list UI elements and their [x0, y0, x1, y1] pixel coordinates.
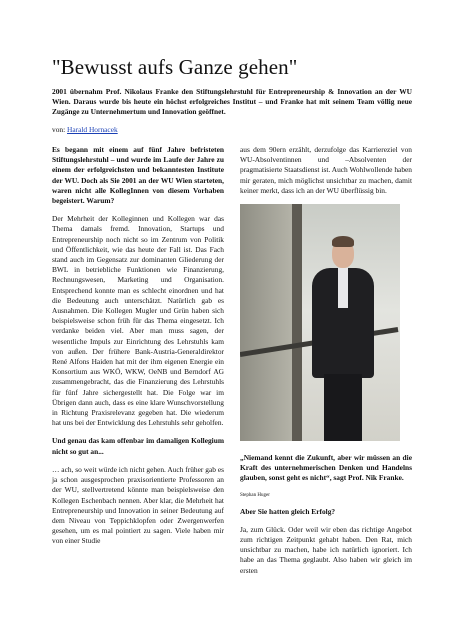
photo-credit: Stephan Huger	[240, 492, 270, 498]
photo-caption: „Niemand kennt die Zukunft, aber wir müssen an die Kraft des unternehmerischen Denken und Handelns glauben, sonst geht es nicht“, sagt Prof. Nik Franke.	[240, 453, 412, 483]
question-paragraph: Es begann mit einem auf fünf Jahre befristeten Stiftungslehrstuhl – und wurde im Laufe der Jahre zu einem der erfolgreichsten und bekanntesten Institute der WU. Doch als Sie 2001 an der WU Wien starteten, waren nicht alle KollegInnen von diesem Vorhaben begeistert. Warum?	[52, 145, 224, 206]
answer-paragraph: Der Mehrheit der Kolleginnen und Kollegen war das Thema damals fremd. Innovation, Startups und Entrepreneurship noch nicht so im Zentrum von Politik und Öffentlichkeit, wie das heute der Fall ist. Das Fach stand auch im Gegensatz zur dominanten Gliederung der BWL in betriebliche Funktionen wie Finanzierung, Rechnungswesen, Marketing und Organisation. Entsprechend konnte man es schlecht einordnen und hat die Bedeutung auch unterschätzt. Natürlich gab es Ausnahmen. Die Kollegen Mugler und Grün haben sich beispielsweise schon früh für das Thema eingesetzt. Ich verdanke beiden viel. Aber man muss sagen, der wesentliche Impuls zur Einrichtung des Lehrstuhls kam von außen. Der frühere Bank-Austria-Generaldirektor René Alfons Haiden hat mit der ihm eigenen Energie ein Konsortium aus WKÖ, WKW, OeNB und Berndorf AG zusammengebracht, das die Finanzierung des Lehrstuhls für fünf Jahre sichergestellt hat. Die Folge war im Übrigen dann auch, dass es eine klare Wunschvorstellung in Richtung Praxisrelevanz gegeben hat. Die wiederum hat uns bei der Entwicklung des Lehrstuhls sehr geholfen.	[52, 214, 224, 428]
article-title: "Bewusst aufs Ganze gehen"	[52, 55, 298, 79]
answer-paragraph: Ja, zum Glück. Oder weil wir eben das richtige Angebot zum richtigen Zeitpunkt gehabt haben. Den Rat, mich unsichtbar zu machen, habe ich natürlich ignoriert. Ich habe an das Thema geglaubt. Also haben wir gleich im ersten	[240, 524, 412, 575]
author-link[interactable]: Harald Hornacek	[67, 125, 118, 134]
right-column	[240, 145, 412, 584]
portrait-photo	[240, 204, 400, 441]
question-paragraph: Aber Sie hatten gleich Erfolg?	[240, 506, 336, 516]
byline	[52, 125, 118, 135]
article-lead: 2001 übernahm Prof. Nikolaus Franke den Stiftungslehrstuhl für Entrepreneurship & Innovation an der WU Wien. Daraus wurde bis heute ein höchst erfolgreiches Institut – und Franke hat mit seinem Team völlig neue Zugänge zu Unternehmertum und Innovation geöffnet.	[52, 87, 412, 117]
answer-paragraph: … ach, so weit würde ich nicht gehen. Auch früher gab es ja schon ausgesprochen praxisorientierte Professoren an der WU, stellvertretend könnte man beispielsweise den Kollegen Eschenbach nennen. Aber klar, die Mehrheit hat Entrepreneurship und Innovation in seiner Bedeutung auf dem Niveau von Teppichklopfen oder Zwergenwerfen gesehen, um es mal pointiert zu sagen. Viele haben mir von einer Studie	[52, 464, 224, 546]
left-column	[52, 145, 224, 555]
question-paragraph: Und genau das kam offenbar im damaligen Kollegium nicht so gut an...	[52, 436, 224, 456]
byline-prefix: von:	[52, 125, 67, 134]
answer-paragraph: aus dem 90ern erzählt, derzufolge das Karriereziel von WU-Absolventinnen und –Absolventen der pragmatisierte Staatsdienst ist. Auch Wohlwollende haben mir geraten, mich möglichst unsichtbar zu machen, damit keiner merkt, dass ich an der WU überflüssig bin.	[240, 145, 412, 195]
